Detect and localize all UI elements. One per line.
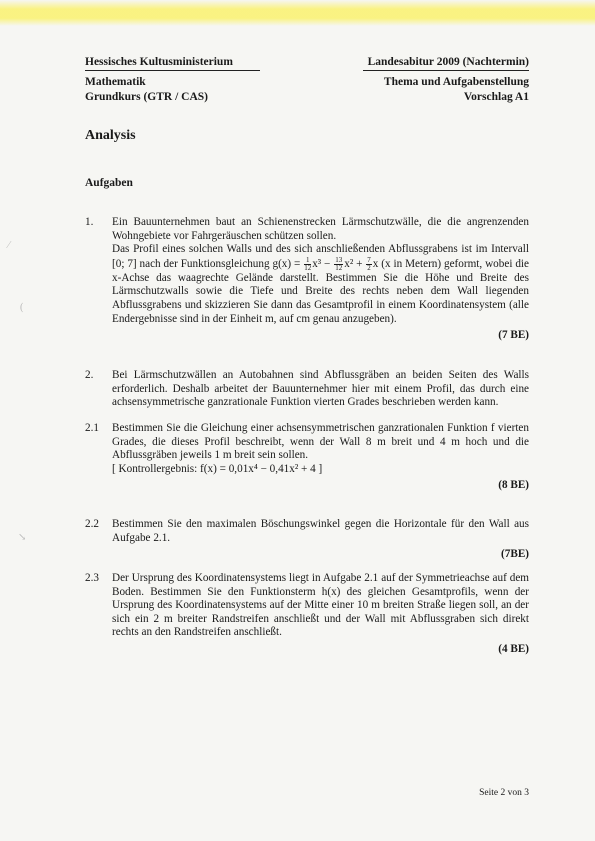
section-title: Analysis xyxy=(85,128,136,143)
institution-name: Hessisches Kultusministerium xyxy=(85,56,233,68)
task-intro: Ein Bauunternehmen baut an Schienenstrecken Lärmschutzwälle, die die angrenzenden Wohngebiete vor Fahrgeräuschen schützen sollen. xyxy=(112,216,529,242)
fraction xyxy=(366,257,372,272)
exam-title: Landesabitur 2009 (Nachtermin) xyxy=(367,56,529,68)
points-label: (7BE) xyxy=(501,548,529,561)
task-text xyxy=(112,243,529,326)
course: Grundkurs (GTR / CAS) xyxy=(85,91,209,103)
fraction xyxy=(334,257,343,272)
points-label: (7 BE) xyxy=(498,329,529,342)
fraction-numerator: 7 xyxy=(367,255,371,264)
fraction-numerator: 13 xyxy=(335,255,343,264)
fraction-denominator: 12 xyxy=(304,263,312,272)
task-text-part: x (x in Metern) geformt, wobei die x-Achse das waagrechte Gelände darstellt. Bestimmen Sie die Höhe und Breite des Lärmschutzwalls sowie die Tiefe und Breite des rechts neben dem Wall liegenden Abflussgrabens und skizzieren Sie dann das Gesamtprofil in einem Koordinatensystem (alle Endergebnisse sind in der Einheit m, auf cm genau anzugeben). xyxy=(112,257,529,325)
points-label: (8 BE) xyxy=(498,479,529,492)
task-text: Der Ursprung des Koordinatensystems liegt in Aufgabe 2.1 auf der Symmetrieachse auf dem Boden. Bestimmen Sie den Funktionsterm h(x) des gleichen Gesamtprofils, wenn der Ursprung des Koordinatensystems auf der Mitte einer 10 m breiten Straße liegen soll, an der sich ein 2 m breiter Randstreifen anschließt und der Wall mit Abflussgraben sich direkt rechts an den Randstreifen anschließt. xyxy=(112,572,529,639)
fraction-denominator: 12 xyxy=(335,263,343,272)
task-body xyxy=(112,572,529,640)
header-rule-right xyxy=(363,70,529,71)
page-number: Seite 2 von 3 xyxy=(479,788,529,798)
task-number: 1. xyxy=(85,216,94,228)
task-1 xyxy=(85,216,529,343)
control-result: [ Kontrollergebnis: f(x) = 0,01x⁴ − 0,41x² + 4 ] xyxy=(112,462,323,475)
subject: Mathematik xyxy=(85,76,146,88)
task-number: 2.2 xyxy=(85,518,99,530)
task-2-2 xyxy=(85,518,529,562)
highlighter-mark xyxy=(0,0,595,26)
formula-part: x² + xyxy=(344,257,366,270)
proposal-label: Vorschlag A1 xyxy=(463,91,529,103)
fraction-denominator: 2 xyxy=(367,263,371,272)
task-text-part: Das Profil eines solchen Walls und des sich anschließenden Abflussgrabens ist im Intervall [0; 7] nach der Funktionsgleichung g(x) = xyxy=(112,243,529,270)
task-2 xyxy=(85,369,529,410)
task-body xyxy=(112,369,529,410)
task-number: 2.3 xyxy=(85,572,99,584)
task-body xyxy=(112,518,529,545)
task-text: Bestimmen Sie die Gleichung einer achsensymmetrischen ganzrationalen Funktion f vierten Grades, die dieses Profil beschreibt, wenn der Wall 8 m breit und 4 m hoch und die Abflussgräben jeweils 1 m breit sein sollen. xyxy=(112,422,529,462)
task-number: 2.1 xyxy=(85,422,99,434)
points-label: (4 BE) xyxy=(498,642,529,655)
document-type: Thema und Aufgabenstellung xyxy=(383,76,529,88)
task-number: 2. xyxy=(85,369,94,381)
scan-mark: ( xyxy=(20,302,24,313)
header-rule-left xyxy=(85,70,260,71)
task-2-1 xyxy=(85,422,529,493)
document-type-block xyxy=(384,75,529,105)
task-body xyxy=(112,422,529,476)
subsection-title: Aufgaben xyxy=(85,177,133,189)
task-body xyxy=(112,216,529,326)
task-text: Bestimmen Sie den maximalen Böschungswinkel gegen die Horizontale für den Wall aus Aufgabe 2.1. xyxy=(112,518,529,544)
fraction-numerator: 1 xyxy=(305,255,310,264)
scan-mark: ⁄ xyxy=(8,240,10,251)
formula-part: x³ − xyxy=(312,257,334,270)
scan-mark: ↘ xyxy=(18,532,27,543)
task-text: Bei Lärmschutzwällen an Autobahnen sind Abflussgräben an beiden Seiten des Walls erforderlich. Deshalb arbeitet der Bauunternehmer hier mit einem Profil, das durch eine achsensymmetrische ganzrationale Funktion vierten Grades beschrieben werden kann. xyxy=(112,369,529,409)
task-2-3 xyxy=(85,572,529,657)
subject-block xyxy=(85,75,208,105)
fraction xyxy=(304,257,311,272)
